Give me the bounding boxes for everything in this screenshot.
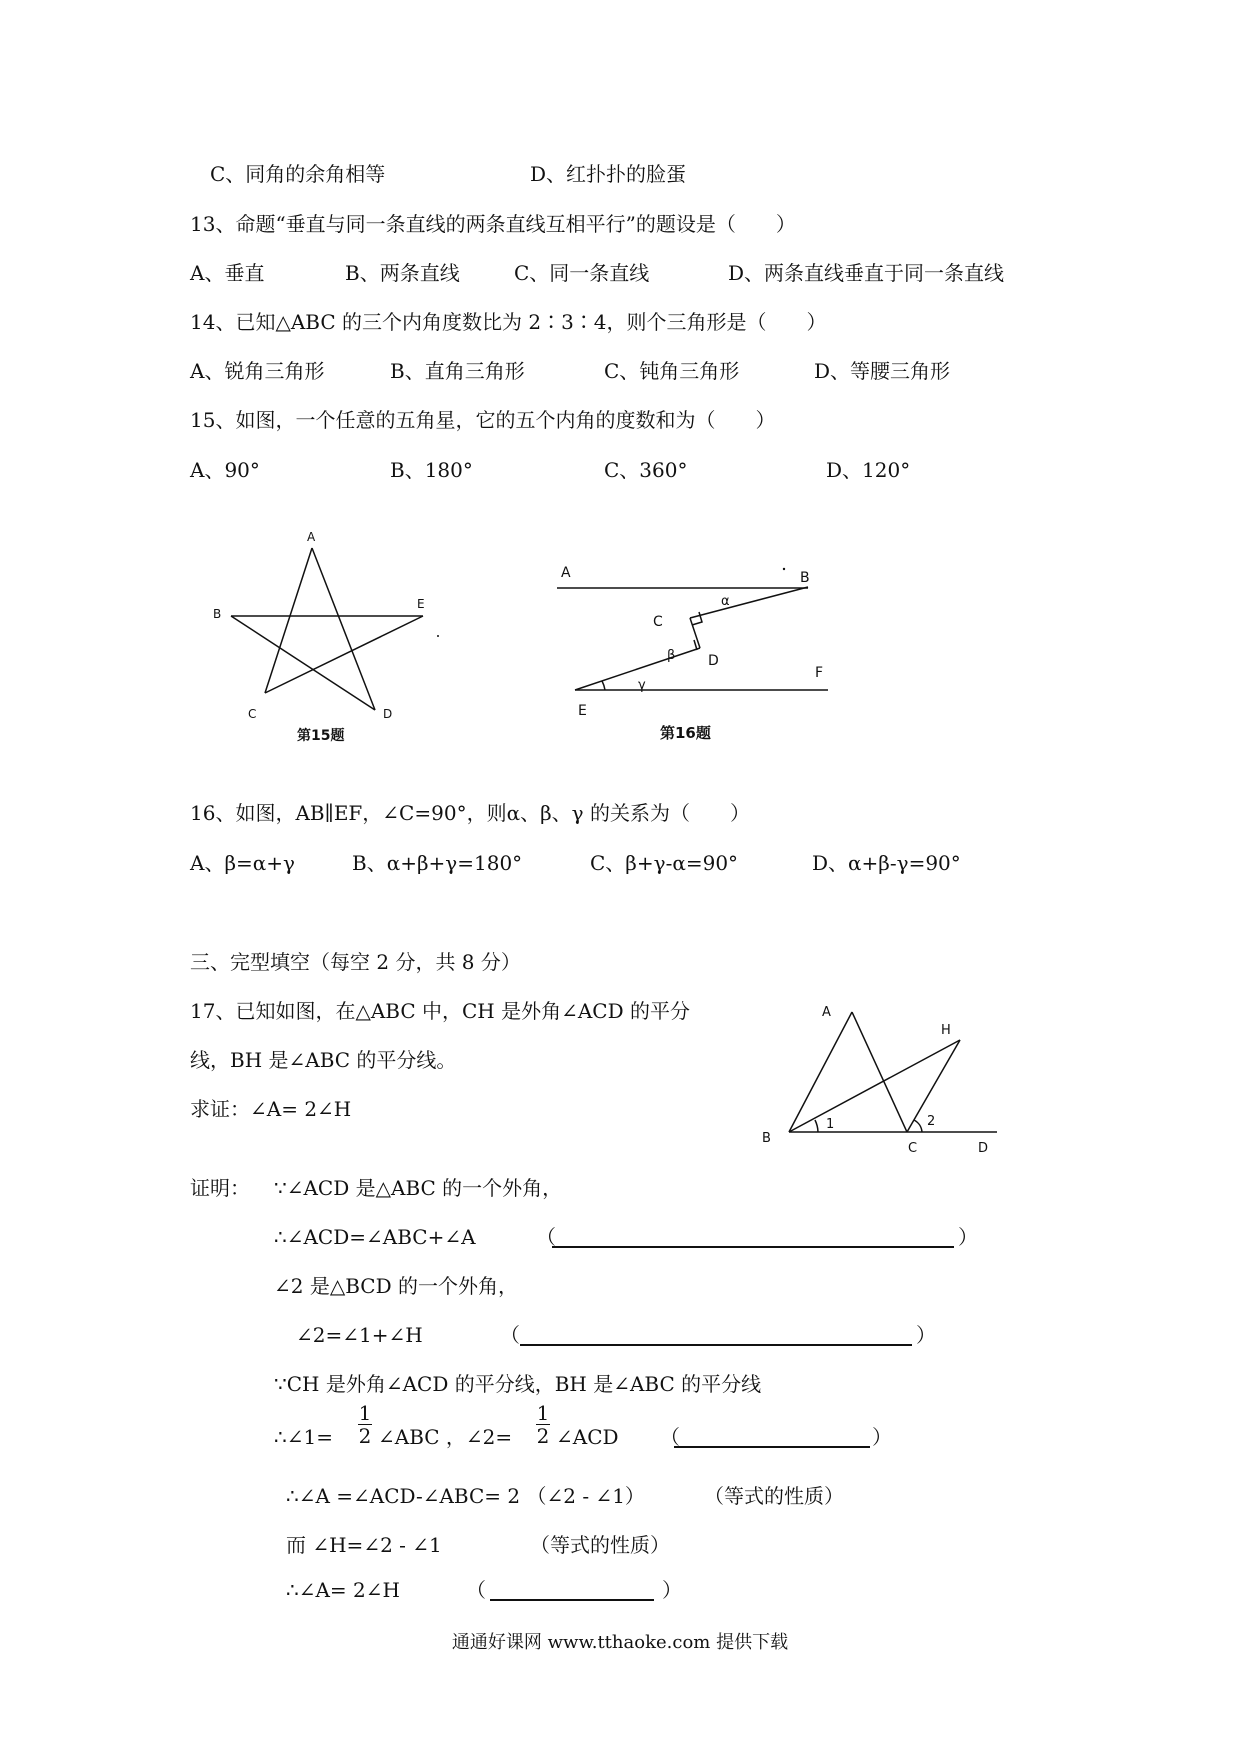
proof-line-7-reason: （等式的性质） <box>704 1484 844 1508</box>
proof-line-1: ∵∠ACD 是△ABC 的一个外角， <box>274 1176 563 1200</box>
pentagram-figure <box>200 520 460 750</box>
proof-line-6-rparen: ） <box>872 1425 892 1449</box>
proof-line-2-lparen: （ <box>536 1225 556 1249</box>
proof-line-6-c: ∠ACD <box>556 1425 619 1449</box>
proof-line-8: 而 ∠H=∠2 - ∠1 <box>286 1533 442 1557</box>
fig16-label-gamma: γ <box>638 678 646 693</box>
fig17-angle-2: 2 <box>927 1114 936 1129</box>
fig15-label-c: C <box>248 707 257 721</box>
fig17-label-h: H <box>941 1023 951 1038</box>
q13-option-a: A、垂直 <box>190 261 265 285</box>
fig16-label-c: C <box>653 614 663 630</box>
proof-blank-4[interactable] <box>490 1599 654 1601</box>
proof-blank-3[interactable] <box>674 1446 870 1448</box>
fig17-label-b: B <box>762 1131 771 1146</box>
proof-line-7: ∴∠A =∠ACD-∠ABC= 2 （∠2 - ∠1） <box>286 1484 645 1508</box>
proof-line-9-rparen: ） <box>662 1578 682 1602</box>
section3-title: 三、完型填空（每空 2 分，共 8 分） <box>190 950 521 974</box>
q13-option-d: D、两条直线垂直于同一条直线 <box>728 261 1005 285</box>
half-fraction-1-den: 2 <box>358 1424 372 1448</box>
fig17-label-a: A <box>822 1005 831 1020</box>
q15-option-c: C、360° <box>604 458 688 482</box>
footer-credit: 通通好课网 www.tthaoke.com 提供下载 <box>451 1632 789 1653</box>
proof-intro: 证明： <box>190 1176 250 1200</box>
q15-option-d: D、120° <box>826 458 911 482</box>
proof-line-9-lparen: （ <box>466 1578 486 1602</box>
q14-option-b: B、直角三角形 <box>390 359 525 383</box>
proof-line-6-a: ∴∠1= <box>274 1425 333 1449</box>
q16-option-d: D、α+β-γ=90° <box>812 851 961 875</box>
triangle-bisector-figure <box>750 990 1010 1160</box>
proof-line-5: ∵CH 是外角∠ACD 的平分线，BH 是∠ABC 的平分线 <box>274 1372 762 1396</box>
fig16-label-a: A <box>561 565 571 581</box>
fig16-label-f: F <box>815 665 824 681</box>
fig15-label-e: E <box>417 597 425 611</box>
fig15-label-a: A <box>307 530 316 544</box>
q16-stem: 16、如图，AB∥EF，∠C=90°，则α、β、γ 的关系为（ ） <box>190 801 750 825</box>
half-fraction-2-den: 2 <box>536 1424 550 1448</box>
proof-line-4: ∠2=∠1+∠H <box>296 1323 423 1347</box>
fig15-caption: 第15题 <box>297 728 345 744</box>
half-fraction-2-num: 1 <box>536 1401 550 1425</box>
proof-line-4-lparen: （ <box>500 1323 520 1347</box>
q17-prove: 求证：∠A= 2∠H <box>190 1097 352 1121</box>
q14-option-a: A、锐角三角形 <box>190 359 325 383</box>
fig17-angle-1: 1 <box>826 1117 835 1132</box>
fig17-label-c: C <box>908 1141 918 1156</box>
q15-option-a: A、90° <box>190 458 260 482</box>
fig16-label-e: E <box>578 703 587 719</box>
fig16-label-d: D <box>708 653 719 669</box>
q12-option-c: C、同角的余角相等 <box>210 162 386 186</box>
proof-line-9: ∴∠A= 2∠H <box>286 1578 400 1602</box>
proof-line-2: ∴∠ACD=∠ABC+∠A <box>274 1225 476 1249</box>
fig16-label-beta: β <box>667 648 676 663</box>
proof-blank-1[interactable] <box>552 1246 954 1248</box>
proof-blank-2[interactable] <box>520 1344 912 1346</box>
half-fraction-2 <box>532 1402 554 1447</box>
q16-option-a: A、β=α+γ <box>190 851 295 875</box>
parallel-lines-figure <box>550 555 850 755</box>
q17-stem-line2: 线，BH 是∠ABC 的平分线。 <box>190 1048 457 1072</box>
proof-line-2-rparen: ） <box>958 1225 978 1249</box>
proof-line-6-lparen: （ <box>660 1425 680 1449</box>
q13-option-b: B、两条直线 <box>345 261 460 285</box>
q14-option-c: C、钝角三角形 <box>604 359 740 383</box>
q12-option-d: D、红扑扑的脸蛋 <box>530 162 687 186</box>
half-fraction-1 <box>354 1402 376 1447</box>
q13-option-c: C、同一条直线 <box>514 261 650 285</box>
half-fraction-1-num: 1 <box>358 1401 372 1425</box>
fig16-caption: 第16题 <box>660 724 711 742</box>
proof-line-4-rparen: ） <box>916 1323 936 1347</box>
q15-stem: 15、如图，一个任意的五角星，它的五个内角的度数和为（ ） <box>190 408 776 432</box>
fig15-label-d: D <box>383 707 393 721</box>
q16-option-b: B、α+β+γ=180° <box>352 851 523 875</box>
proof-line-8-reason: （等式的性质） <box>530 1533 670 1557</box>
q14-stem: 14、已知△ABC 的三个内角度数比为 2∶3∶4，则个三角形是（ ） <box>190 310 827 334</box>
q15-option-b: B、180° <box>390 458 473 482</box>
q17-stem-line1: 17、已知如图，在△ABC 中，CH 是外角∠ACD 的平分 <box>190 999 690 1023</box>
fig16-label-b: B <box>800 570 810 586</box>
fig17-label-d: D <box>978 1141 989 1156</box>
fig16-label-alpha: α <box>721 594 730 609</box>
q16-option-c: C、β+γ-α=90° <box>590 851 739 875</box>
proof-line-3: ∠2 是△BCD 的一个外角， <box>274 1274 518 1298</box>
q13-stem: 13、命题“垂直与同一条直线的两条直线互相平行”的题设是（ ） <box>190 212 796 236</box>
proof-line-6-b: ∠ABC ，∠2= <box>378 1425 513 1449</box>
q14-option-d: D、等腰三角形 <box>814 359 951 383</box>
fig15-label-b: B <box>213 607 222 621</box>
